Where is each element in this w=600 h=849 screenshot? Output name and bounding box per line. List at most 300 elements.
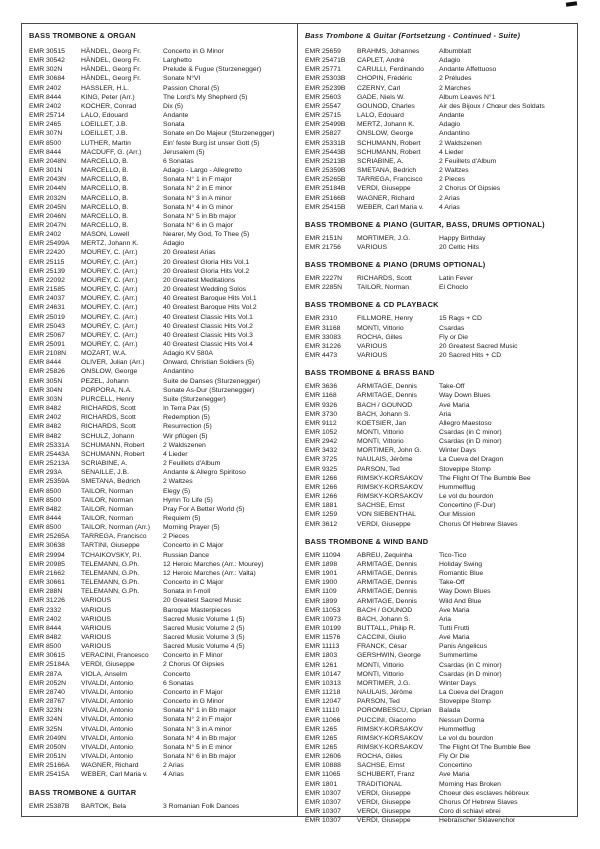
piece-title: Prelude & Fugue (Sturzenegger): [163, 66, 262, 74]
composer-name: SCHULZ, Johann: [81, 432, 135, 440]
composer-name: RIMSKY-KORSAKOV: [357, 474, 423, 482]
catalog-number: EMR 2402: [29, 102, 62, 110]
catalog-number: EMR 25471B: [305, 57, 346, 65]
piece-title: 12 Heroic Marches (Arr.: Mourey): [163, 560, 264, 568]
piece-title: Sacred Music Volume 3 (5): [163, 634, 245, 641]
composer-name: KING, Peter (Arr.): [81, 93, 135, 101]
catalog-section: [305, 220, 571, 252]
catalog-number: EMR 31226: [29, 597, 65, 605]
piece-title: Concerto in F Major: [163, 688, 223, 696]
composer-name: SCHUMANN, Robert: [81, 450, 145, 458]
piece-title: 4 Arias: [163, 771, 184, 779]
composer-name: MOUREY, C. (Arr.): [81, 258, 138, 266]
composer-name: NAULAIS, Jérôme: [357, 689, 413, 697]
table-row: [305, 642, 571, 651]
catalog-number: EMR 28767: [29, 698, 65, 706]
table-row: [29, 606, 291, 615]
table-row: [305, 428, 571, 437]
composer-name: VARIOUS: [81, 634, 112, 641]
table-row: [29, 679, 291, 688]
table-row: [29, 203, 291, 212]
piece-title: Le vol du bourdon: [439, 734, 494, 742]
catalog-number: EMR 11065: [305, 771, 341, 779]
table-row: [305, 234, 571, 243]
piece-title: 6 Sonatas: [163, 679, 194, 687]
catalog-number: EMR 1168: [305, 392, 337, 400]
composer-name: CAPLET, André: [357, 57, 405, 65]
table-row: [305, 569, 571, 578]
table-row: [29, 459, 291, 468]
composer-name: VERDI, Giuseppe: [357, 808, 411, 816]
piece-title: 6 Sonatas: [163, 157, 194, 165]
piece-title: Sonata N° 2 in F major: [163, 716, 232, 724]
catalog-number: EMR 2227N: [305, 275, 343, 283]
catalog-number: EMR 2402: [29, 231, 62, 239]
piece-title: Hymn To Life (5): [163, 496, 213, 504]
piece-title: Baroque Masterpieces: [163, 606, 232, 614]
piece-title: Happy Birthday: [439, 234, 486, 242]
piece-title: Hummelflug: [439, 725, 476, 733]
composer-name: BACH, Johann S.: [357, 615, 411, 623]
table-row: [305, 734, 571, 743]
catalog-number: EMR 12606: [305, 753, 341, 761]
piece-title: Fly Or Die: [439, 753, 470, 761]
piece-title: Concerto in G Minor: [163, 48, 224, 55]
piece-title: Csardas (in C minor): [439, 429, 502, 436]
catalog-number: EMR 2047N: [29, 221, 67, 229]
composer-name: GERSHWIN, George: [357, 652, 421, 660]
catalog-section: [305, 537, 571, 826]
table-row: [29, 413, 291, 422]
piece-title: 20 Greatest Wedding Solos: [163, 286, 246, 294]
piece-title: Adagio: [163, 240, 185, 248]
table-row: [29, 157, 291, 166]
piece-title: Chorus Of Hebrew Slaves: [439, 520, 518, 528]
catalog-number: EMR 25139: [29, 267, 65, 275]
composer-name: ARMITAGE, Dennis: [357, 597, 417, 605]
table-row: [29, 377, 291, 386]
catalog-number: EMR 1265: [305, 734, 338, 742]
catalog-number: EMR 2402: [29, 84, 62, 92]
table-row: [305, 342, 571, 351]
piece-title: Stovepipe Stomp: [439, 698, 491, 706]
composer-name: ARMITAGE, Dennis: [357, 570, 417, 578]
composer-name: ARMITAGE, Dennis: [357, 588, 417, 596]
piece-title: Take-Off: [439, 383, 465, 391]
table-row: [305, 465, 571, 474]
piece-title: Adagio: [439, 121, 461, 129]
composer-name: LOEILLET, J.B.: [81, 121, 128, 129]
composer-name: MARCELLO, B.: [81, 176, 129, 184]
piece-title: Aria: [439, 410, 452, 418]
catalog-number: EMR 24037: [29, 295, 65, 303]
composer-name: VERACINI, Francesco: [81, 652, 149, 660]
table-row: [29, 221, 291, 230]
catalog-number: EMR 25415B: [305, 203, 346, 211]
section-header: BASS TROMBONE & CD PLAYBACK: [305, 300, 439, 310]
table-row: [305, 194, 571, 203]
composer-name: ARMITAGE, Dennis: [357, 560, 417, 568]
composer-name: MERTZ, Johann K.: [81, 240, 139, 248]
catalog-number: EMR 3612: [305, 520, 338, 528]
piece-title: Concerto in F Minor: [163, 652, 223, 660]
composer-name: MOUREY, C. (Arr.): [81, 304, 138, 312]
section-header: BASS TROMBONE & GUITAR: [29, 787, 137, 797]
composer-name: VARIOUS: [81, 606, 112, 614]
composer-name: SMETANA, Bedrich: [357, 167, 417, 175]
composer-name: HÄNDEL, Georg Fr.: [81, 48, 142, 55]
piece-title: Dix (5): [163, 102, 184, 110]
catalog-number: EMR 25067: [29, 331, 65, 339]
composer-name: RICHARDS, Scott: [357, 275, 412, 283]
catalog-number: EMR 21756: [305, 243, 341, 251]
composer-name: VIVALDI, Antonio: [81, 679, 134, 687]
catalog-section: [305, 31, 571, 212]
table-row: [305, 148, 571, 157]
composer-name: WAGNER, Richard: [81, 762, 139, 770]
piece-title: 40 Greatest Baroque Hits Vol.1: [163, 295, 257, 303]
piece-title: 4 Arias: [439, 203, 460, 211]
composer-name: TAILOR, Norman: [81, 496, 133, 504]
composer-name: SACHSE, Ernst: [357, 762, 405, 770]
catalog-number: EMR 12047: [305, 698, 341, 706]
piece-title: Sonata: [163, 121, 185, 129]
composer-name: VARIOUS: [81, 597, 112, 605]
composer-name: LALO, Edouard: [81, 112, 128, 120]
composer-name: RICHARDS, Scott: [81, 423, 136, 431]
piece-title: 2 Feuillets d'Album: [163, 460, 221, 468]
piece-title: 2 Arias: [439, 194, 460, 202]
catalog-number: EMR 1900: [305, 579, 338, 587]
table-row: [29, 450, 291, 459]
composer-name: TELEMANN, G.Ph.: [81, 569, 140, 577]
table-row: [29, 770, 291, 779]
composer-name: RIMSKY-KORSAKOV: [357, 725, 423, 733]
table-row: [29, 285, 291, 294]
catalog-number: EMR 1801: [305, 780, 338, 788]
catalog-number: EMR 2310: [305, 315, 338, 323]
composer-name: MONTI, Vittorio: [357, 429, 404, 436]
catalog-number: EMR 25387B: [29, 802, 70, 810]
catalog-number: EMR 1803: [305, 652, 338, 660]
piece-title: Concerto in G Minor: [163, 698, 224, 706]
catalog-number: EMR 25239B: [305, 84, 346, 92]
catalog-number: EMR 8500: [29, 139, 62, 147]
composer-name: VARIOUS: [81, 643, 112, 651]
catalog-number: EMR 324N: [29, 716, 63, 724]
composer-name: VERDI, Giuseppe: [357, 185, 411, 193]
table-row: [305, 679, 571, 688]
table-row: [305, 697, 571, 706]
piece-title: 15 Rags + CD: [439, 315, 482, 323]
catalog-number: EMR 8482: [29, 432, 62, 440]
section-header: Bass Trombone & Guitar (Fortsetzung - Continued - Suite): [305, 31, 521, 40]
piece-title: Nessun Dorma: [439, 716, 485, 724]
composer-name: VERDI, Giuseppe: [357, 520, 411, 528]
catalog-number: EMR 33083: [305, 333, 341, 341]
catalog-number: EMR 25826: [29, 368, 65, 376]
table-row: [305, 391, 571, 400]
piece-title: Andante: [439, 112, 465, 120]
catalog-section: [29, 788, 291, 811]
catalog-number: EMR 11066: [305, 716, 341, 724]
catalog-number: EMR 2045N: [29, 203, 67, 211]
piece-title: Balada: [439, 707, 461, 715]
table-row: [305, 419, 571, 428]
composer-name: VARIOUS: [81, 615, 112, 623]
catalog-page: [21, 23, 578, 825]
table-row: [29, 441, 291, 450]
composer-name: VIVALDI, Antonio: [81, 688, 134, 696]
catalog-number: EMR 1899: [305, 597, 338, 605]
table-row: [305, 560, 571, 569]
catalog-number: EMR 25771: [305, 66, 341, 74]
piece-title: Larghetto: [163, 57, 192, 65]
piece-title: Sonata N° 1 in F major: [163, 176, 232, 184]
piece-title: Concertino: [439, 762, 472, 770]
table-row: [29, 752, 291, 761]
piece-title: 2 Pieces: [439, 176, 466, 184]
catalog-number: EMR 10307: [305, 808, 341, 816]
catalog-number: EMR 30615: [29, 652, 65, 660]
composer-name: PEZEL, Johann: [81, 377, 129, 385]
piece-title: Our Mission: [439, 511, 476, 519]
table-row: [305, 139, 571, 148]
catalog-number: EMR 2465: [29, 121, 62, 129]
table-row: [29, 541, 291, 550]
piece-title: Sonate N°VI: [163, 75, 201, 83]
composer-name: LALO, Edouard: [357, 112, 404, 120]
piece-title: Ave Maria: [439, 634, 470, 642]
table-row: [29, 175, 291, 184]
catalog-number: EMR 11113: [305, 643, 340, 651]
piece-title: Latin Fever: [439, 275, 474, 283]
piece-title: 20 Greatest Gloria Hits Vol.1: [163, 258, 250, 266]
catalog-section: [305, 368, 571, 529]
piece-title: Andantino: [439, 130, 470, 138]
composer-name: VIVALDI, Antonio: [81, 707, 134, 715]
piece-title: 2 Waldszenen: [163, 441, 206, 449]
table-row: [29, 487, 291, 496]
table-row: [305, 446, 571, 455]
table-row: [305, 175, 571, 184]
piece-title: Way Down Blues: [439, 392, 491, 400]
composer-name: VIOLA, Anselm: [81, 670, 128, 678]
catalog-number: EMR 22092: [29, 276, 65, 284]
composer-name: MORTIMER, J.G.: [357, 234, 411, 242]
catalog-column-right: [298, 24, 577, 825]
table-row: [305, 510, 571, 519]
table-row: [29, 514, 291, 523]
piece-title: 12 Heroic Marches (Arr.: Valta): [163, 569, 256, 577]
piece-title: Hummelflug: [439, 483, 476, 491]
composer-name: TRADITIONAL: [357, 780, 402, 788]
table-row: [305, 203, 571, 212]
catalog-number: EMR 21585: [29, 286, 65, 294]
catalog-number: EMR 2048N: [29, 157, 67, 165]
catalog-number: EMR 25303B: [305, 75, 346, 83]
table-row: [29, 523, 291, 532]
catalog-number: EMR 8500: [29, 524, 62, 532]
catalog-number: EMR 1265: [305, 744, 338, 751]
table-row: [305, 84, 571, 93]
piece-title: Sonate en Do Majeur (Sturzenegger): [163, 130, 275, 138]
piece-title: Sonata in f-moll: [163, 588, 211, 596]
piece-title: Panis Angelicus: [439, 643, 487, 651]
composer-name: SENAILLE, J.B.: [81, 469, 129, 477]
catalog-number: EMR 30661: [29, 579, 65, 587]
table-row: [305, 770, 571, 779]
catalog-column-left: [22, 24, 298, 816]
catalog-number: EMR 10307: [305, 789, 341, 797]
table-row: [305, 184, 571, 193]
table-row: [29, 93, 291, 102]
catalog-number: EMR 293A: [29, 469, 62, 477]
catalog-number: EMR 2049N: [29, 734, 67, 742]
composer-name: MASON, Lowell: [81, 231, 129, 239]
composer-name: SACHSE, Ernst: [357, 502, 405, 510]
catalog-number: EMR 25213A: [29, 460, 70, 468]
table-row: [29, 496, 291, 505]
composer-name: TELEMANN, G.Ph.: [81, 560, 140, 568]
table-row: [305, 597, 571, 606]
catalog-number: EMR 2402: [29, 414, 62, 422]
piece-title: Album Leaves N°1: [439, 93, 496, 101]
composer-name: BUTTALL, Philip R.: [357, 624, 416, 632]
piece-title: Fly or Die: [439, 333, 469, 341]
piece-title: Concerto in C Major: [163, 542, 224, 550]
composer-name: RICHARDS, Scott: [81, 405, 136, 413]
table-row: [305, 789, 571, 798]
catalog-number: EMR 305N: [29, 377, 63, 385]
page-corner-mark: [566, 1, 577, 6]
table-row: [29, 578, 291, 587]
piece-title: The Flight Of The Bumble Bee: [439, 744, 531, 751]
catalog-number: EMR 11053: [305, 606, 341, 614]
composer-name: ARMITAGE, Dennis: [357, 392, 417, 400]
catalog-number: EMR 10147: [305, 670, 341, 678]
piece-title: Winter Days: [439, 447, 477, 455]
composer-name: PARSON, Ted: [357, 465, 400, 473]
composer-name: GADE, Niels W.: [357, 93, 405, 101]
table-row: [29, 148, 291, 157]
table-row: [305, 752, 571, 761]
table-row: [305, 102, 571, 111]
piece-title: Pray For A Better World (5): [163, 505, 245, 513]
table-row: [29, 74, 291, 83]
catalog-number: EMR 2402: [29, 615, 62, 623]
table-row: [29, 358, 291, 367]
piece-title: Csardas (in C minor): [439, 661, 502, 669]
catalog-number: EMR 8482: [29, 634, 62, 641]
piece-title: Winter Days: [439, 679, 477, 687]
catalog-section: [305, 260, 571, 292]
piece-title: 20 Greatest Arias: [163, 249, 216, 257]
table-row: [29, 184, 291, 193]
composer-name: HÄNDEL, Georg Fr.: [81, 75, 142, 83]
table-row: [305, 651, 571, 660]
catalog-number: EMR 25043: [29, 322, 65, 330]
catalog-section: [29, 31, 291, 780]
piece-title: 20 Greatest Sacred Music: [163, 597, 242, 605]
composer-name: VARIOUS: [357, 352, 388, 360]
composer-name: MOUREY, C. (Arr.): [81, 313, 138, 321]
catalog-number: EMR 8444: [29, 514, 62, 522]
table-row: [305, 283, 571, 292]
composer-name: TAILOR, Norman: [81, 505, 133, 513]
catalog-number: EMR 25715: [305, 112, 341, 120]
piece-title: 2 Marches: [439, 84, 471, 92]
table-row: [29, 340, 291, 349]
composer-name: LOEILLET, J.B.: [81, 130, 128, 138]
table-row: [29, 688, 291, 697]
table-row: [305, 437, 571, 446]
table-row: [305, 65, 571, 74]
table-row: [305, 816, 571, 825]
table-row: [29, 569, 291, 578]
composer-name: TAILOR, Norman (Arr.): [81, 524, 150, 532]
table-row: [305, 166, 571, 175]
catalog-number: EMR 21662: [29, 569, 65, 577]
catalog-number: EMR 25359A: [29, 478, 70, 486]
table-row: [29, 743, 291, 752]
section-header: BASS TROMBONE & ORGAN: [29, 31, 136, 40]
composer-name: POROMBESCU, Ciprian: [357, 707, 432, 715]
catalog-number: EMR 25019: [29, 313, 65, 321]
composer-name: CZERNY, Carl: [357, 84, 401, 92]
piece-title: 40 Greatest Classic Hits Vol.3: [163, 331, 253, 339]
table-row: [305, 520, 571, 529]
piece-title: Csardas (in D minor): [439, 670, 502, 678]
piece-title: Jerusalem (5): [163, 148, 205, 156]
piece-title: Allegro Maestoso: [439, 419, 492, 427]
table-row: [305, 243, 571, 252]
catalog-number: EMR 11110: [305, 707, 340, 715]
piece-title: Wir pflügen (5): [163, 432, 208, 440]
composer-name: SCHUBERT, Franz: [357, 771, 415, 779]
table-row: [305, 474, 571, 483]
table-row: [29, 468, 291, 477]
composer-name: VERDI, Giuseppe: [357, 817, 411, 825]
catalog-number: EMR 28740: [29, 688, 65, 696]
table-row: [29, 560, 291, 569]
composer-name: TAILOR, Norman: [81, 514, 133, 522]
table-row: [305, 120, 571, 129]
table-row: [305, 670, 571, 679]
catalog-number: EMR 25359B: [305, 167, 346, 175]
section-header: BASS TROMBONE & BRASS BAND: [305, 368, 435, 378]
composer-name: TARREGA, Francisco: [357, 176, 423, 184]
piece-title: Andante & Allegro Spiritoso: [163, 469, 246, 477]
catalog-number: EMR 323N: [29, 707, 63, 715]
table-row: [29, 248, 291, 257]
table-row: [305, 56, 571, 65]
catalog-number: EMR 25499B: [305, 121, 346, 129]
table-row: [29, 47, 291, 56]
catalog-number: EMR 8444: [29, 359, 62, 367]
composer-name: PURCELL, Henry: [81, 395, 135, 403]
piece-title: Sonata N° 3 in A minor: [163, 725, 232, 733]
composer-name: OLIVER, Julian (Arr.): [81, 359, 145, 367]
table-row: [29, 303, 291, 312]
table-row: [29, 651, 291, 660]
catalog-number: EMR 22420: [29, 249, 65, 257]
catalog-number: EMR 1266: [305, 483, 338, 491]
table-row: [29, 725, 291, 734]
piece-title: 4 Lieder: [439, 148, 464, 156]
piece-title: Sonata N° 4 in G minor: [163, 203, 233, 211]
piece-title: Ave Maria: [439, 401, 470, 409]
